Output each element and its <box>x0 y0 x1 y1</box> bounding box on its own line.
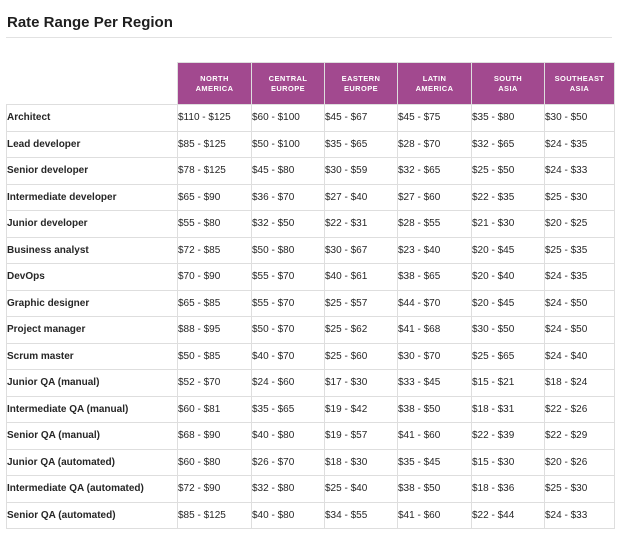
rate-cell: $17 - $30 <box>325 370 398 397</box>
rate-cell: $18 - $31 <box>472 396 545 423</box>
role-cell: Senior developer <box>7 158 178 185</box>
role-cell: Business analyst <box>7 237 178 264</box>
table-row <box>7 396 615 423</box>
rate-cell: $41 - $60 <box>398 423 472 450</box>
rate-cell: $34 - $55 <box>325 502 398 529</box>
rate-cell: $35 - $80 <box>472 105 545 132</box>
rate-cell: $20 - $25 <box>545 211 615 238</box>
rate-cell: $32 - $65 <box>472 131 545 158</box>
rate-cell: $28 - $70 <box>398 131 472 158</box>
rate-cell: $22 - $29 <box>545 423 615 450</box>
rate-table <box>6 62 615 529</box>
header-corner <box>7 63 178 105</box>
rate-cell: $50 - $85 <box>178 343 252 370</box>
rate-cell: $68 - $90 <box>178 423 252 450</box>
rate-cell: $30 - $70 <box>398 343 472 370</box>
table-row <box>7 131 615 158</box>
rate-cell: $60 - $81 <box>178 396 252 423</box>
rate-cell: $30 - $59 <box>325 158 398 185</box>
header-central-europe: CENTRAL EUROPE <box>252 63 325 105</box>
table-row <box>7 158 615 185</box>
table-row <box>7 105 615 132</box>
rate-cell: $45 - $67 <box>325 105 398 132</box>
rate-cell: $52 - $70 <box>178 370 252 397</box>
table-header-row <box>7 63 615 105</box>
rate-cell: $78 - $125 <box>178 158 252 185</box>
rate-cell: $20 - $45 <box>472 290 545 317</box>
rate-cell: $41 - $60 <box>398 502 472 529</box>
rate-cell: $85 - $125 <box>178 502 252 529</box>
rate-cell: $25 - $62 <box>325 317 398 344</box>
rate-cell: $25 - $65 <box>472 343 545 370</box>
rate-cell: $55 - $70 <box>252 290 325 317</box>
role-cell: Intermediate developer <box>7 184 178 211</box>
rate-cell: $18 - $36 <box>472 476 545 503</box>
rate-cell: $72 - $90 <box>178 476 252 503</box>
rate-cell: $32 - $65 <box>398 158 472 185</box>
rate-cell: $28 - $55 <box>398 211 472 238</box>
rate-cell: $24 - $50 <box>545 290 615 317</box>
table-row <box>7 423 615 450</box>
rate-cell: $19 - $42 <box>325 396 398 423</box>
rate-cell: $55 - $70 <box>252 264 325 291</box>
rate-cell: $32 - $80 <box>252 476 325 503</box>
rate-cell: $25 - $35 <box>545 237 615 264</box>
rate-cell: $36 - $70 <box>252 184 325 211</box>
rate-cell: $22 - $35 <box>472 184 545 211</box>
rate-cell: $20 - $26 <box>545 449 615 476</box>
rate-cell: $41 - $68 <box>398 317 472 344</box>
rate-cell: $40 - $61 <box>325 264 398 291</box>
table-row <box>7 370 615 397</box>
rate-cell: $65 - $90 <box>178 184 252 211</box>
role-cell: Junior developer <box>7 211 178 238</box>
table-row <box>7 290 615 317</box>
rate-cell: $60 - $80 <box>178 449 252 476</box>
header-latin-america: LATIN AMERICA <box>398 63 472 105</box>
rate-cell: $20 - $40 <box>472 264 545 291</box>
rate-cell: $30 - $50 <box>472 317 545 344</box>
rate-cell: $24 - $33 <box>545 502 615 529</box>
role-cell: Intermediate QA (automated) <box>7 476 178 503</box>
rate-cell: $24 - $33 <box>545 158 615 185</box>
rate-cell: $24 - $35 <box>545 131 615 158</box>
rate-cell: $22 - $31 <box>325 211 398 238</box>
rate-cell: $27 - $60 <box>398 184 472 211</box>
table-body <box>7 105 615 529</box>
rate-cell: $38 - $65 <box>398 264 472 291</box>
rate-cell: $24 - $40 <box>545 343 615 370</box>
rate-cell: $35 - $45 <box>398 449 472 476</box>
rate-cell: $25 - $40 <box>325 476 398 503</box>
table-row <box>7 317 615 344</box>
rate-cell: $85 - $125 <box>178 131 252 158</box>
table-row <box>7 237 615 264</box>
rate-cell: $50 - $80 <box>252 237 325 264</box>
rate-cell: $23 - $40 <box>398 237 472 264</box>
role-cell: Junior QA (automated) <box>7 449 178 476</box>
table-row <box>7 502 615 529</box>
rate-cell: $35 - $65 <box>325 131 398 158</box>
rate-cell: $24 - $35 <box>545 264 615 291</box>
rate-cell: $30 - $50 <box>545 105 615 132</box>
header-eastern-europe: EASTERN EUROPE <box>325 63 398 105</box>
role-cell: Senior QA (automated) <box>7 502 178 529</box>
role-cell: Junior QA (manual) <box>7 370 178 397</box>
rate-cell: $18 - $24 <box>545 370 615 397</box>
rate-cell: $25 - $60 <box>325 343 398 370</box>
rate-cell: $32 - $50 <box>252 211 325 238</box>
rate-cell: $18 - $30 <box>325 449 398 476</box>
table-row <box>7 184 615 211</box>
rate-cell: $25 - $30 <box>545 184 615 211</box>
rate-cell: $50 - $70 <box>252 317 325 344</box>
role-cell: DevOps <box>7 264 178 291</box>
rate-cell: $45 - $75 <box>398 105 472 132</box>
rate-cell: $72 - $85 <box>178 237 252 264</box>
role-cell: Senior QA (manual) <box>7 423 178 450</box>
rate-cell: $40 - $70 <box>252 343 325 370</box>
rate-cell: $25 - $57 <box>325 290 398 317</box>
table-row <box>7 211 615 238</box>
rate-cell: $25 - $30 <box>545 476 615 503</box>
rate-cell: $22 - $44 <box>472 502 545 529</box>
table-row <box>7 449 615 476</box>
rate-cell: $15 - $30 <box>472 449 545 476</box>
rate-cell: $40 - $80 <box>252 423 325 450</box>
role-cell: Lead developer <box>7 131 178 158</box>
rate-cell: $19 - $57 <box>325 423 398 450</box>
header-north-america: NORTH AMERICA <box>178 63 252 105</box>
role-cell: Scrum master <box>7 343 178 370</box>
rate-cell: $33 - $45 <box>398 370 472 397</box>
role-cell: Intermediate QA (manual) <box>7 396 178 423</box>
title-divider <box>6 37 612 38</box>
rate-cell: $24 - $50 <box>545 317 615 344</box>
rate-cell: $35 - $65 <box>252 396 325 423</box>
rate-cell: $50 - $100 <box>252 131 325 158</box>
rate-cell: $65 - $85 <box>178 290 252 317</box>
rate-cell: $55 - $80 <box>178 211 252 238</box>
rate-cell: $26 - $70 <box>252 449 325 476</box>
page-title: Rate Range Per Region <box>7 14 173 31</box>
rate-cell: $22 - $26 <box>545 396 615 423</box>
rate-cell: $70 - $90 <box>178 264 252 291</box>
rate-cell: $24 - $60 <box>252 370 325 397</box>
header-southeast-asia: SOUTHEAST ASIA <box>545 63 615 105</box>
role-cell: Project manager <box>7 317 178 344</box>
rate-cell: $22 - $39 <box>472 423 545 450</box>
rate-cell: $60 - $100 <box>252 105 325 132</box>
table-row <box>7 264 615 291</box>
rate-cell: $27 - $40 <box>325 184 398 211</box>
rate-cell: $110 - $125 <box>178 105 252 132</box>
rate-cell: $25 - $50 <box>472 158 545 185</box>
header-south-asia: SOUTH ASIA <box>472 63 545 105</box>
rate-cell: $44 - $70 <box>398 290 472 317</box>
role-cell: Graphic designer <box>7 290 178 317</box>
rate-cell: $38 - $50 <box>398 396 472 423</box>
role-cell: Architect <box>7 105 178 132</box>
rate-cell: $30 - $67 <box>325 237 398 264</box>
rate-cell: $20 - $45 <box>472 237 545 264</box>
rate-cell: $21 - $30 <box>472 211 545 238</box>
table-row <box>7 476 615 503</box>
rate-cell: $45 - $80 <box>252 158 325 185</box>
rate-cell: $88 - $95 <box>178 317 252 344</box>
table-row <box>7 343 615 370</box>
rate-cell: $40 - $80 <box>252 502 325 529</box>
rate-cell: $38 - $50 <box>398 476 472 503</box>
rate-cell: $15 - $21 <box>472 370 545 397</box>
